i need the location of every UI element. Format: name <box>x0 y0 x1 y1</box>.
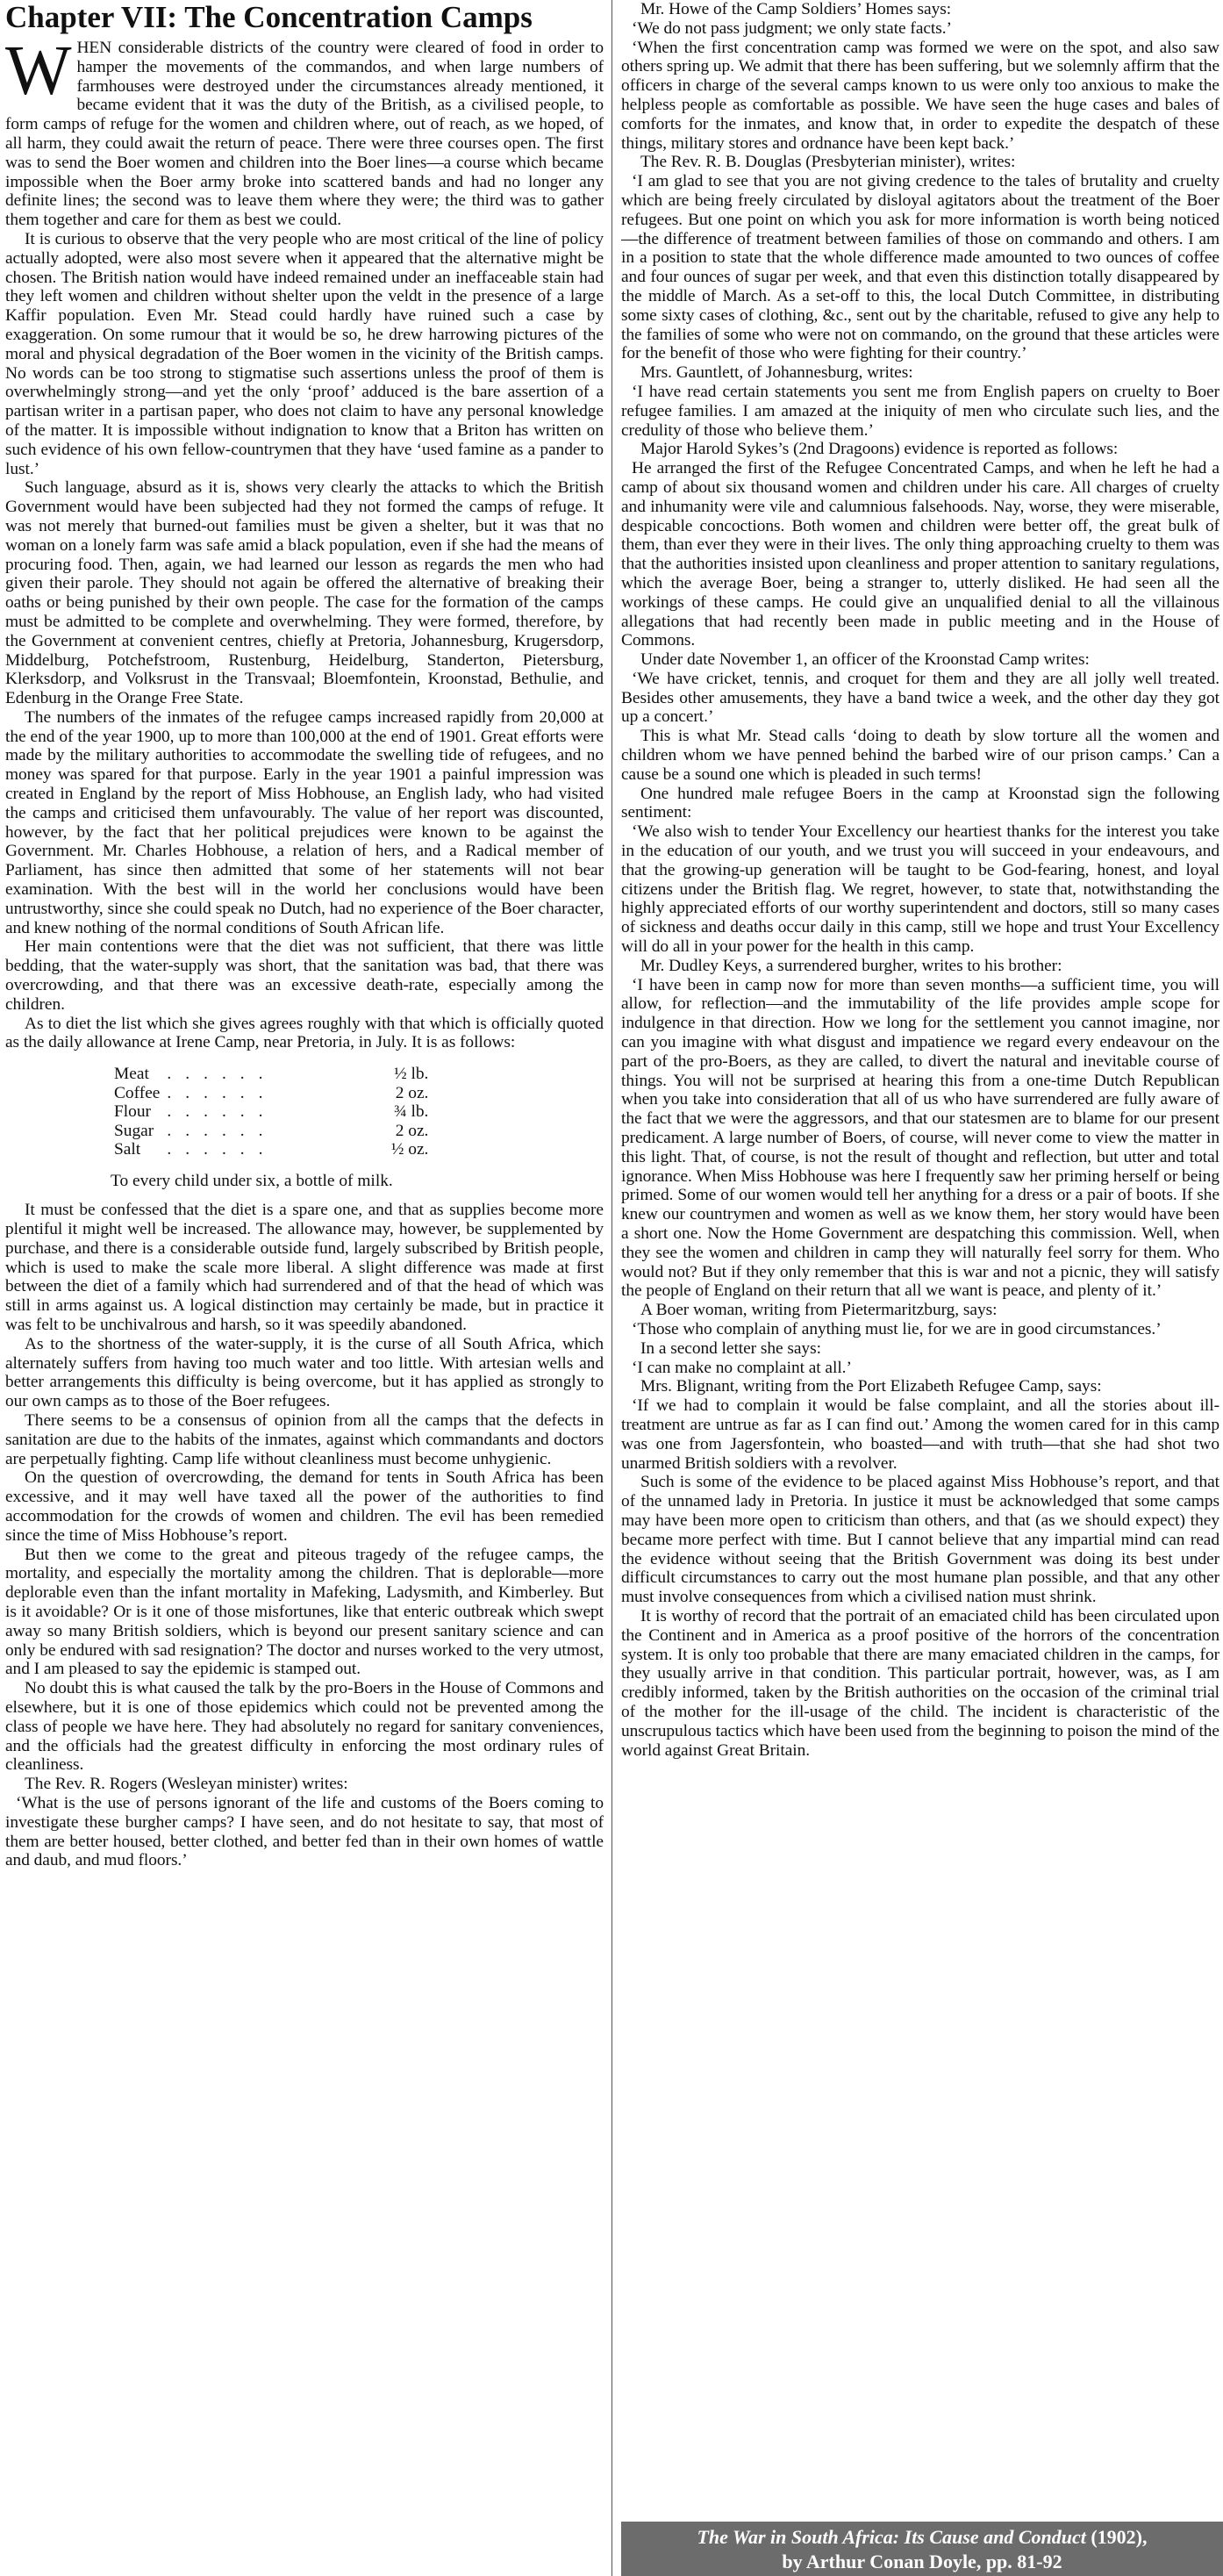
paragraph-text: HEN considerable districts of the country were cleared of food in order to hamper the movements of the commandos, and when large numbers of farmhouses were destroyed under the circumstances already mentioned, it became evident that it was the duty of the British, as a civilised people, to form camps of refuge for the women and children where, out of reach, as we hoped, of all harm, they could await the return of peace. There were three courses open. The first was to send the Boer women and children into the Boer lines—a course which became impossible when the Boer army broke into scattered bands and had no longer any definite lines; the second was to leave them where they were; the third was to gather them together and care for them as best we could. <box>5 39 604 230</box>
chapter-title: Chapter VII: The Concentration Camps <box>5 0 533 34</box>
diet-item: Salt <box>114 1140 141 1159</box>
paragraph: Her main contentions were that the diet was not sufficient, that there was little bedding, that the water-supply was short, that the sanitation was bad, that there was overcrowding, and that there was an excessive death-rate, especially among the children. <box>5 937 604 1014</box>
quotation: He arranged the first of the Refugee Concentrated Camps, and when he left he had a camp of about six thousand women and children under his care. All charges of cruelty and inhumanity were vile and calumnious falsehoods. Nay, worse, they were miserable, despicable concoctions. Both women and children were better off, the great bulk of them, than ever they were in their lives. The only thing approaching cruelty to them was that the authorities insisted upon cleanliness and proper attention to sanitary regulations, which the average Boer, being a stranger to, utterly disliked. He had seen all the workings of these camps. He could give an unqualified denial to all the villainous allegations that had recently been made in public meeting and in the House of Commons. <box>621 459 1219 650</box>
paragraph: No doubt this is what caused the talk by the pro-Boers in the House of Commons and elsewhere, but it is one of those epidemics which could not be prevented among the class of people we have here. They had absolutely no regard for sanitary conveniences, and the officials had the greatest difficulty in enforcing the most ordinary rules of cleanliness. <box>5 1679 604 1775</box>
diet-amount: ½ oz. <box>390 1140 429 1159</box>
diet-row: Sugar ...... 2 oz. <box>111 1122 432 1141</box>
diet-amount: ¾ lb. <box>394 1102 429 1122</box>
paragraph: The numbers of the inmates of the refugee camps increased rapidly from 20,000 at the end of the year 1900, up to more than 100,000 at the end of 1901. Great efforts were made by the military authorities to accommodate the swelling tide of refugees, and no money was spared for that purpose. Early in the year 1901 a painful impression was created in England by the report of Miss Hobhouse, an English lady, who had visited the camps and criticised them unfavourably. The value of her report was discounted, however, by the fact that her political prejudices were known to be against the Government. Mr. Charles Hobhouse, a relation of hers, and a Radical member of Parliament, has since then admitted that some of her statements will not bear examination. With the best will in the world her conclusions would have been untrustworthy, since she could speak no Dutch, had no experience of the Boer character, and knew nothing of the normal conditions of South African life. <box>5 707 604 937</box>
quotation: ‘I have been in camp now for more than seven months—a sufficient time, you will allow, for reflection—and the immutability of the life provides ample scope for indulgence in that direction. How we long for the settlement you cannot imagine, nor can you imagine with what disgust and impatience we regard every endeavour on the part of the pro-Boers, as they are called, to divert the natural and inevitable course of things. You will not be surprised at hearing this from a one-time Dutch Republican when you take into consideration that all of us who have surrendered are fully aware of the fact that we were the aggressors, and that our statesmen are to blame for our present predicament. A large number of Boers, of course, will never come to view the matter in this light. That, of course, is not the result of thought and reflection, but utter and total ignorance. When Miss Hobhouse was here I frequently saw her priming herself or being primed. Some of our women would tell her anything for a dress or a pair of boots. If she knew our countrymen and women as well as we know them, her story would have been a short one. Now the Home Government are despatching this commission. Well, when they see the women and children in camp they will naturally feel sorry for them. Who would not? But if they only remember that this is war and not a picnic, they will satisfy the people of England on their return that all we want is peace, and plenty of it.’ <box>621 975 1219 1301</box>
diet-row: Meat ...... ½ lb. <box>111 1065 432 1084</box>
quotation: ‘I have read certain statements you sent me from English papers on cruelty to Boer refugee families. I am amazed at the iniquity of men who circulate such lies, and the credulity of those who believe them.’ <box>621 382 1219 440</box>
paragraph <box>5 32 604 230</box>
drop-cap: W <box>5 32 72 110</box>
quotation: ‘When the first concentration camp was formed we were on the spot, and also saw others spring up. We admit that there has been suffering, but we solemnly affirm that the officers in charge of the several camps known to us were only too anxious to make the helpless people as comfortable as possible. We have seen the huge cases and bales of comforts for the inmates, and know that, in order to expedite the despatch of these things, military stores and ordnance have been kept back.’ <box>621 38 1219 153</box>
diet-item: Meat <box>114 1065 149 1084</box>
diet-amount: 2 oz. <box>395 1083 429 1102</box>
quotation: ‘I can make no complaint at all.’ <box>632 1358 852 1377</box>
diet-note: To every child under six, a bottle of milk. <box>111 1171 393 1190</box>
paragraph: As to diet the list which she gives agrees roughly with that which is officially quoted as the daily allowance at Irene Camp, near Pretoria, in July. It is as follows: <box>5 1014 604 1052</box>
paragraph: It must be confessed that the diet is a spare one, and that as supplies become more plentiful it might well be increased. The allowance may, however, be supplemented by purchase, and there is a considerable outside fund, largely subscribed by British people, which is used to make the scale more liberal. A slight difference was made at first between the diet of a family which had surrendered and of that the head of which was still in arms against us. A logical distinction may certainly be made, but in practice it was felt to be unchivalrous and harsh, so it was speedily abandoned. <box>5 1201 604 1335</box>
paragraph: One hundred male refugee Boers in the camp at Kroonstad sign the following sentiment: <box>621 784 1219 822</box>
book-year: (1902), <box>1085 2526 1148 2548</box>
diet-item: Sugar <box>114 1121 154 1140</box>
diet-row: Flour ...... ¾ lb. <box>111 1102 432 1122</box>
diet-row: Salt ...... ½ oz. <box>111 1140 432 1159</box>
paragraph: In a second letter she says: <box>640 1338 821 1358</box>
quotation: ‘Those who complain of anything must lie, for we are in good circumstances.’ <box>632 1319 1162 1338</box>
diet-table <box>111 1065 432 1159</box>
book-title: The War in South Africa: Its Cause and Conduct <box>697 2526 1086 2548</box>
paragraph: The Rev. R. B. Douglas (Presbyterian minister), writes: <box>640 153 1016 172</box>
paragraph: Mrs. Blignant, writing from the Port Elizabeth Refugee Camp, says: <box>640 1377 1102 1396</box>
paragraph: It is worthy of record that the portrait of an emaciated child has been circulated upon the Continent and in America as a proof positive of the horrors of the concentration system. It is only too probable that there are many emaciated children in the camps, for they usually arrive in that condition. This particular portrait, however, was, as I am credibly informed, taken by the British authorities on the occasion of the criminal trial of the mother for the ill-usage of the child. The incident is characteristic of the unscrupulous tactics which have been used from the beginning to poison the mind of the world against Great Britain. <box>621 1606 1219 1760</box>
diet-amount: ½ lb. <box>394 1065 429 1084</box>
paragraph: Mr. Dudley Keys, a surrendered burgher, writes to his brother: <box>640 956 1062 975</box>
paragraph: On the question of overcrowding, the demand for tents in South Africa has been excessive, and it may well have taxed all the power of the authorities to find accommodation for the crowds of women and children. The evil has been remedied since the time of Miss Hobhouse’s report. <box>5 1468 604 1545</box>
quotation: ‘We also wish to tender Your Excellency our heartiest thanks for the interest you take in the education of our youth, and we trust you will succeed in your endeavours, and that the growing-up generation will be taught to be God-fearing, honest, and loyal citizens under the British flag. We regret, however, to state that, notwithstanding the highly appreciated efforts of our worthy superintendent and doctors, still so many cases of sickness and deaths occur daily in this camp, still we hope and trust Your Excellency will do all in your power for the health in this camp. <box>621 822 1219 957</box>
paragraph: This is what Mr. Stead calls ‘doing to death by slow torture all the women and children whom we have penned behind the barbed wire of our prison camps.’ Can a cause be a sound one which is pleaded in such terms! <box>621 727 1219 784</box>
paragraph: Mrs. Gauntlett, of Johannesburg, writes: <box>640 363 913 383</box>
paragraph: Such is some of the evidence to be placed against Miss Hobhouse’s report, and that of the unnamed lady in Pretoria. In justice it must be acknowledged that some camps may have been more open to criticism than others, and that (as we should expect) they became more perfect with time. But I cannot believe that any impartial mind can read the evidence without seeing that the British Government was doing its best under difficult circumstances to carry out the most humane plan possible, and that any other must involve consequences from which a civilised nation must shrink. <box>621 1473 1219 1607</box>
diet-amount: 2 oz. <box>395 1121 429 1140</box>
source-caption <box>621 2522 1223 2576</box>
paragraph: A Boer woman, writing from Pietermaritzburg, says: <box>640 1301 998 1320</box>
quotation: ‘We have cricket, tennis, and croquet for them and they are all jolly well treated. Besides other amusements, they have a band twice a week, and the other day they got up a concert.’ <box>621 669 1219 727</box>
paragraph: Such language, absurd as it is, shows very clearly the attacks to which the British Government would have been subjected had they not formed the camps of refuge. It was not merely that burned-out families must be given a shelter, but it was that no woman on a lonely farm was safe amid a black population, even if she had the means of procuring food. Then, again, we had learned our lesson as regards the men who had given their parole. They should not again be offered the alternative of breaking their oaths or being punished by their own people. The case for the formation of the camps must be admitted to be complete and overwhelming. They were formed, therefore, by the Government at convenient centres, chiefly at Pretoria, Johannesburg, Krugersdorp, Middelburg, Potchefstroom, Rustenburg, Heidelburg, Standerton, Pietersburg, Klerksdorp, and Volksrust in the Transvaal; Bloemfontein, Kroonstad, Bethulie, and Edenburg in the Orange Free State. <box>5 478 604 708</box>
quotation: ‘What is the use of persons ignorant of the life and customs of the Boers coming to investigate these burgher camps? I have seen, and do not hesitate to say, that most of them are better housed, better clothed, and better fed than in their own homes of wattle and daub, and mud floors.’ <box>5 1793 604 1870</box>
diet-row: Coffee ...... 2 oz. <box>111 1084 432 1103</box>
paragraph: Under date November 1, an officer of the Kroonstad Camp writes: <box>640 650 1090 670</box>
paragraph: But then we come to the great and piteous tragedy of the refugee camps, the mortality, and especially the mortality among the children. That is deplorable—more deplorable even than the infant mortality in Mafeking, Ladysmith, and Kimberley. But is it avoidable? Or is it one of those misfortunes, like that enteric outbreak which swept away so many British soldiers, which is beyond our present sanitary science and can only be endured with sad resignation? The doctor and nurses worked to the very utmost, and I am pleased to say the epidemic is stamped out. <box>5 1545 604 1679</box>
quotation: ‘If we had to complain it would be false complaint, and all the stories about ill-treatment are untrue as far as I can find out.’ Among the women cared for in this camp was one from Jagersfontein, who boasted—and with truth—that she had shot two unarmed British soldiers with a revolver. <box>621 1396 1219 1473</box>
diet-item: Flour <box>114 1102 152 1122</box>
paragraph: As to the shortness of the water-supply, it is the curse of all South Africa, which alternately suffers from having too much water and too little. With artesian wells and better arrangements this difficulty is being overcome, but it has applied as strongly to our own camps as to those of the Boer refugees. <box>5 1334 604 1411</box>
paragraph: Major Harold Sykes’s (2nd Dragoons) evidence is reported as follows: <box>640 440 1119 459</box>
paragraph: It is curious to observe that the very people who are most critical of the line of policy actually adopted, were also most severe when it appeared that the alternative might be chosen. The British nation would have indeed remained under an ineffaceable stain had they left women and children without shelter upon the veldt in the presence of a large Kaffir population. Even Mr. Stead could hardly have ruined such a case by exaggeration. On some rumour that it would be so, he drew harrowing pictures of the moral and physical degradation of the Boer women in the vicinity of the British camps. No words can be too strong to stigmatise such assertions unless the proof of them is overwhelmingly strong—and yet the only ‘proof’ adduced is the bare assertion of a partisan writer in a partisan paper, who does not claim to have any personal knowledge of the matter. It is impossible without indignation to know that a Briton has written on such evidence of his own fellow-countrymen that they have ‘used famine as a pander to lust.’ <box>5 229 604 478</box>
paragraph: There seems to be a consensus of opinion from all the camps that the defects in sanitation are due to the habits of the inmates, against which commandants and doctors are perpetually fighting. Camp life without cleanliness must become unhygienic. <box>5 1411 604 1468</box>
right-column <box>621 0 1219 2576</box>
diet-item: Coffee <box>114 1083 161 1102</box>
paragraph: The Rev. R. Rogers (Wesleyan minister) writes: <box>25 1775 348 1794</box>
left-column <box>5 0 604 2576</box>
book-author: by Arthur Conan Doyle, pp. 81-92 <box>782 2551 1062 2572</box>
quotation: ‘I am glad to see that you are not giving credence to the tales of brutality and cruelty which are being freely circulated by disloyal agitators about the treatment of the Boer refugees. But one point on which you ask for more information is worth being noticed—the difference of treatment between families of those on commando and others. I am in a position to state that the whole difference made amounted to two ounces of coffee and four ounces of sugar per week, and that even this distinction totally disappeared by the middle of March. As a set-off to this, the local Dutch Committee, in distributing some sixty cases of clothing, &c., sent out by the charitable, refused to give any help to the families of some who were not on commando, on the ground that these articles were for the benefit of those who were fighting for their country.’ <box>621 172 1219 363</box>
quotation: ‘We do not pass judgment; we only state facts.’ <box>632 18 952 38</box>
paragraph: Mr. Howe of the Camp Soldiers’ Homes says: <box>640 0 952 18</box>
